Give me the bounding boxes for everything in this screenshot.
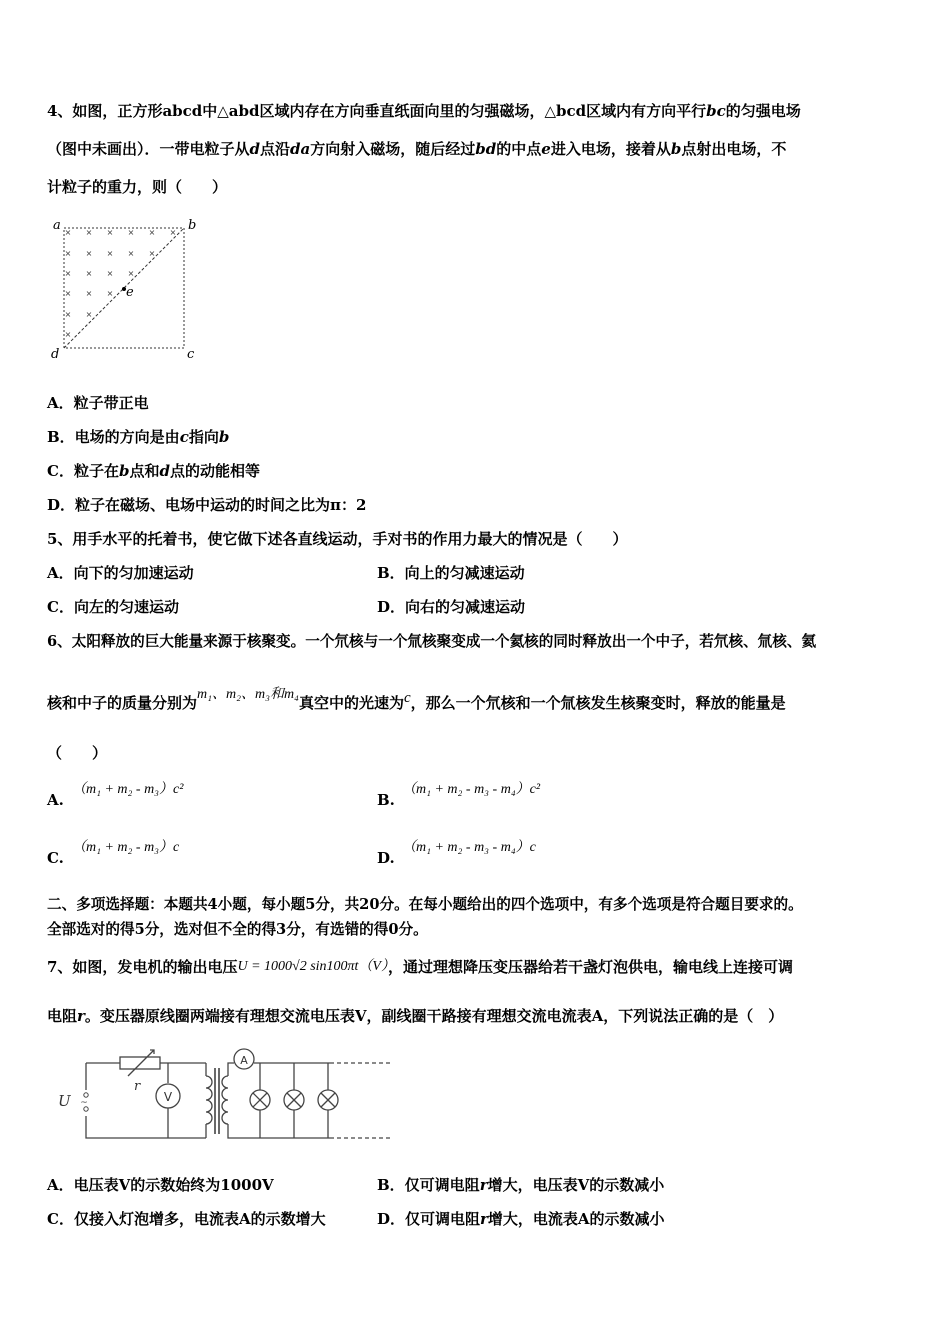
svg-text:×: × — [85, 289, 93, 298]
svg-text:×: × — [64, 249, 72, 258]
q6-option-c-formula: （m₁ + m₂ - m₃）c — [72, 840, 180, 855]
q4-option-c: C．粒子在b点和d点的动能相等 — [47, 462, 260, 480]
svg-text:×: × — [85, 228, 93, 237]
svg-text:×: × — [64, 310, 72, 319]
voltmeter-label: V — [163, 1090, 173, 1104]
q5-option-c: C．向左的匀速运动 — [47, 598, 179, 616]
q4-stem-line2: （图中未画出）．一带电粒子从d点沿da方向射入磁场，随后经过bd的中点e进入电场，接着从b点射出电场，不 — [47, 140, 787, 158]
section2-line1: 二、多项选择题：本题共4小题，每小题5分，共20分。在每小题给出的四个选项中，有多个选项是符合题目要求的。 — [47, 896, 803, 913]
svg-text:×: × — [127, 269, 135, 278]
q5-stem: 5、用手水平的托着书，使它做下述各直线运动，手对书的作用力最大的情况是（ ） — [47, 530, 628, 548]
q7-option-b: B．仅可调电阻r增大，电压表V的示数减小 — [377, 1176, 665, 1194]
q6-option-a-label: A. — [47, 791, 64, 809]
q6-option-d-formula: （m₁ + m₂ - m₃ - m₄）c — [402, 840, 536, 855]
q6-option-b-label: B. — [377, 791, 395, 809]
q7-circuit-figure — [48, 1046, 398, 1146]
q5-option-a: A．向下的匀加速运动 — [47, 564, 194, 582]
svg-text:×: × — [85, 310, 93, 319]
q6-stem-line2: 核和中子的质量分别为m₁、m₂、m₃和m₄真空中的光速为c，那么一个氘核和一个氚核发生核聚变时，释放的能量是 — [47, 687, 786, 712]
q4-stem-line1: 4、如图，正方形abcd中△abd区域内存在方向垂直纸面向里的匀强磁场，△bcd区域内有方向平行bc的匀强电场 — [47, 102, 801, 120]
q7-stem-line2: 电阻r。变压器原线圈两端接有理想交流电压表V，副线圈干路接有理想交流电流表A，下列说法正确的是（ ） — [47, 1007, 784, 1025]
q4-option-d: D．粒子在磁场、电场中运动的时间之比为π：2 — [47, 496, 367, 514]
fig-label-d: d — [51, 347, 60, 362]
svg-text:×: × — [106, 269, 114, 278]
svg-text:~: ~ — [80, 1098, 88, 1108]
svg-text:×: × — [64, 289, 72, 298]
fig-label-a: a — [53, 218, 61, 233]
q7-option-c: C．仅接入灯泡增多，电流表A的示数增大 — [47, 1210, 326, 1228]
svg-text:×: × — [169, 228, 177, 237]
section2-line2: 全部选对的得5分，选对但不全的得3分，有选错的得0分。 — [47, 921, 428, 938]
q4-option-a: A．粒子带正电 — [47, 394, 149, 412]
q6-stem-line3: （ ） — [47, 744, 108, 762]
q7-option-a: A．电压表V的示数始终为1000V — [47, 1176, 274, 1194]
fig-label-c: c — [187, 347, 195, 362]
q6-stem-line1: 6、太阳释放的巨大能量来源于核聚变。一个氘核与一个氚核聚变成一个氦核的同时释放出一个中子，若氘核、氚核、氦 — [47, 633, 817, 650]
fig-label-b: b — [188, 218, 197, 233]
svg-text:×: × — [64, 269, 72, 278]
q4-stem-line3: 计粒子的重力，则（ ） — [47, 178, 228, 196]
q6-option-b-formula: （m₁ + m₂ - m₃ - m₄）c² — [402, 782, 541, 797]
q7-stem-line1: 7、如图，发电机的输出电压U = 1000√2 sin100πt（V），通过理想降压变压器给若干盏灯泡供电，输电线上连接可调 — [47, 958, 794, 976]
q4-option-b: B．电场的方向是由c指向b — [47, 428, 230, 446]
q6-option-c-label: C. — [47, 849, 64, 867]
q5-option-d: D．向右的匀减速运动 — [377, 598, 526, 616]
fig-label-r: r — [134, 1079, 141, 1094]
svg-text:×: × — [106, 228, 114, 237]
q7-option-d: D．仅可调电阻r增大，电流表A的示数减小 — [377, 1210, 665, 1228]
fig-label-u: U — [58, 1092, 71, 1110]
svg-text:×: × — [64, 228, 72, 237]
svg-text:×: × — [106, 289, 114, 298]
q4-figure — [48, 214, 208, 364]
svg-text:×: × — [85, 269, 93, 278]
svg-text:×: × — [148, 228, 156, 237]
svg-text:×: × — [127, 228, 135, 237]
svg-text:×: × — [127, 249, 135, 258]
q6-option-d-label: D. — [377, 849, 395, 867]
svg-text:×: × — [106, 249, 114, 258]
fig-label-e: e — [126, 285, 134, 300]
svg-text:×: × — [148, 249, 156, 258]
q6-option-a-formula: （m₁ + m₂ - m₃）c² — [72, 782, 184, 797]
svg-text:×: × — [85, 249, 93, 258]
ammeter-label: A — [240, 1054, 248, 1067]
svg-text:×: × — [64, 330, 72, 339]
q5-option-b: B．向上的匀减速运动 — [377, 564, 525, 582]
